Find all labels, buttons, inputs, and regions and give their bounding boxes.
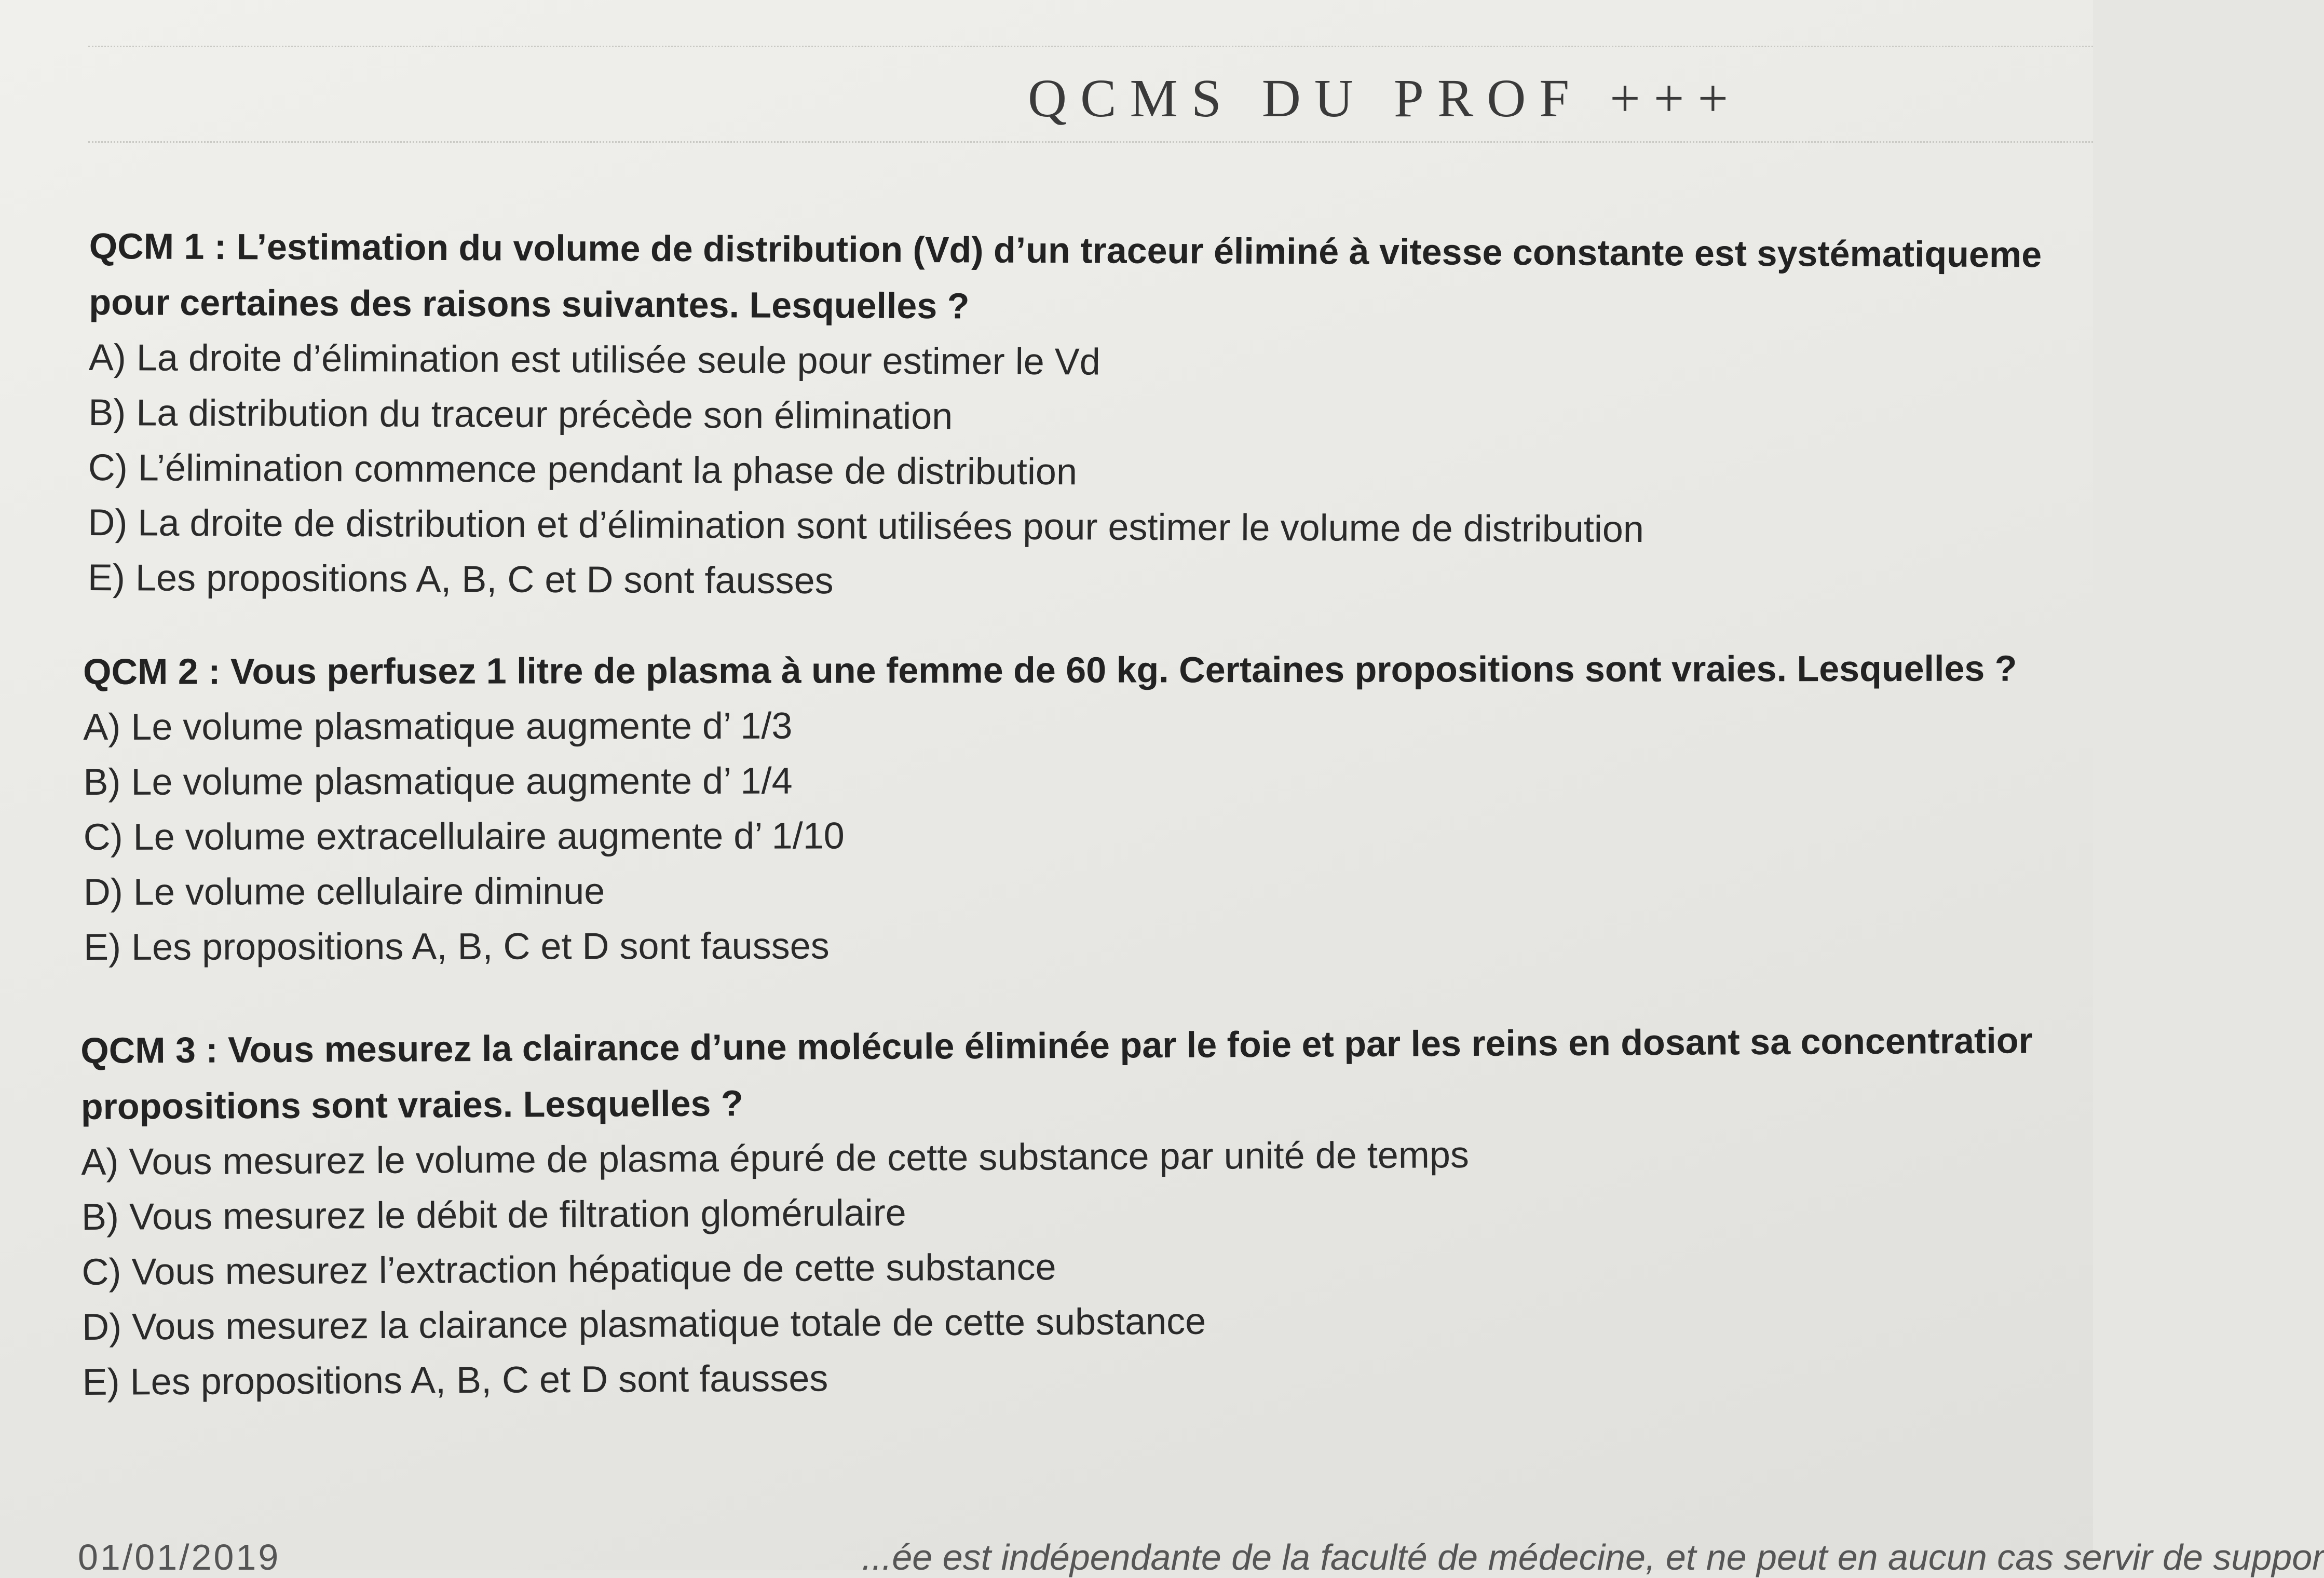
qcm-1-question-line-2: pour certaines des raisons suivantes. Lesquelles ? [89,281,970,327]
qcm-1-options [88,330,2113,614]
qcm-2-block [83,640,2108,975]
qcm-3-option-b: B) Vous mesurez le débit de filtration glomérulaire [81,1192,906,1238]
qcm-3-option-c: C) Vous mesurez l’extraction hépatique de cette substance [81,1246,1056,1293]
page-title: QCMS DU PROF +++ [1028,69,1742,128]
qcm-1-option-b: B) La distribution du traceur précède son élimination [88,391,953,438]
qcm-1-option-c: C) L’élimination commence pendant la phase de distribution [88,446,1078,493]
qcm-1-option-d: D) La droite de distribution et d’élimination sont utilisées pour estimer le volume de distribution [88,501,1645,551]
qcm-2-option-c: C) Le volume extracellulaire augmente d’ 1/10 [83,815,845,858]
footer-disclaimer: ...ée est indépendante de la faculté de médecine, et ne peut en aucun cas servir de suppor [862,1537,2324,1577]
qcm-3-option-d: D) Vous mesurez la clairance plasmatique totale de cette substance [81,1300,1206,1348]
qcm-2-options [83,696,2108,975]
qcm-2-option-b: B) Le volume plasmatique augmente d’ 1/4 [83,760,793,803]
qcm-2-question-line-1: QCM 2 : Vous perfusez 1 litre de plasma à une femme de 60 kg. Certaines propositions sont vraies. Lesquelles ? [83,648,2017,692]
footer-date: 01/01/2019 [78,1537,281,1577]
qcm-3-option-a: A) Vous mesurez le volume de plasma épuré de cette substance par unité de temps [81,1134,1470,1183]
qcm-1-option-a: A) La droite d’élimination est utilisée seule pour estimer le Vd [88,336,1100,383]
qcm-1-option-e: E) Les propositions A, B, C et D sont fausses [87,556,834,602]
qcm-3-option-e: E) Les propositions A, B, C et D sont fausses [82,1357,828,1403]
qcm-3-question-line-1: QCM 3 : Vous mesurez la clairance d’une molécule éliminée par le foie et par les reins en dosant sa concentratior [80,1020,2033,1071]
qcm-2-option-d: D) Le volume cellulaire diminue [83,870,605,913]
qcm-2-option-a: A) Le volume plasmatique augmente d’ 1/3 [83,705,793,748]
qcm-3-question-line-2: propositions sont vraies. Lesquelles ? [80,1083,743,1127]
qcm-2-option-e: E) Les propositions A, B, C et D sont fausses [83,925,830,968]
header-rule-bottom [88,141,2093,143]
qcm-3-options [81,1124,2107,1410]
qcm-3-block [80,1012,2107,1410]
qcm-1-question-line-1: QCM 1 : L’estimation du volume de distribution (Vd) d’un traceur éliminé à vitesse constante est systématiqueme [89,225,2042,275]
qcm-1-block [88,218,2114,614]
header-rule-top [88,46,2093,47]
